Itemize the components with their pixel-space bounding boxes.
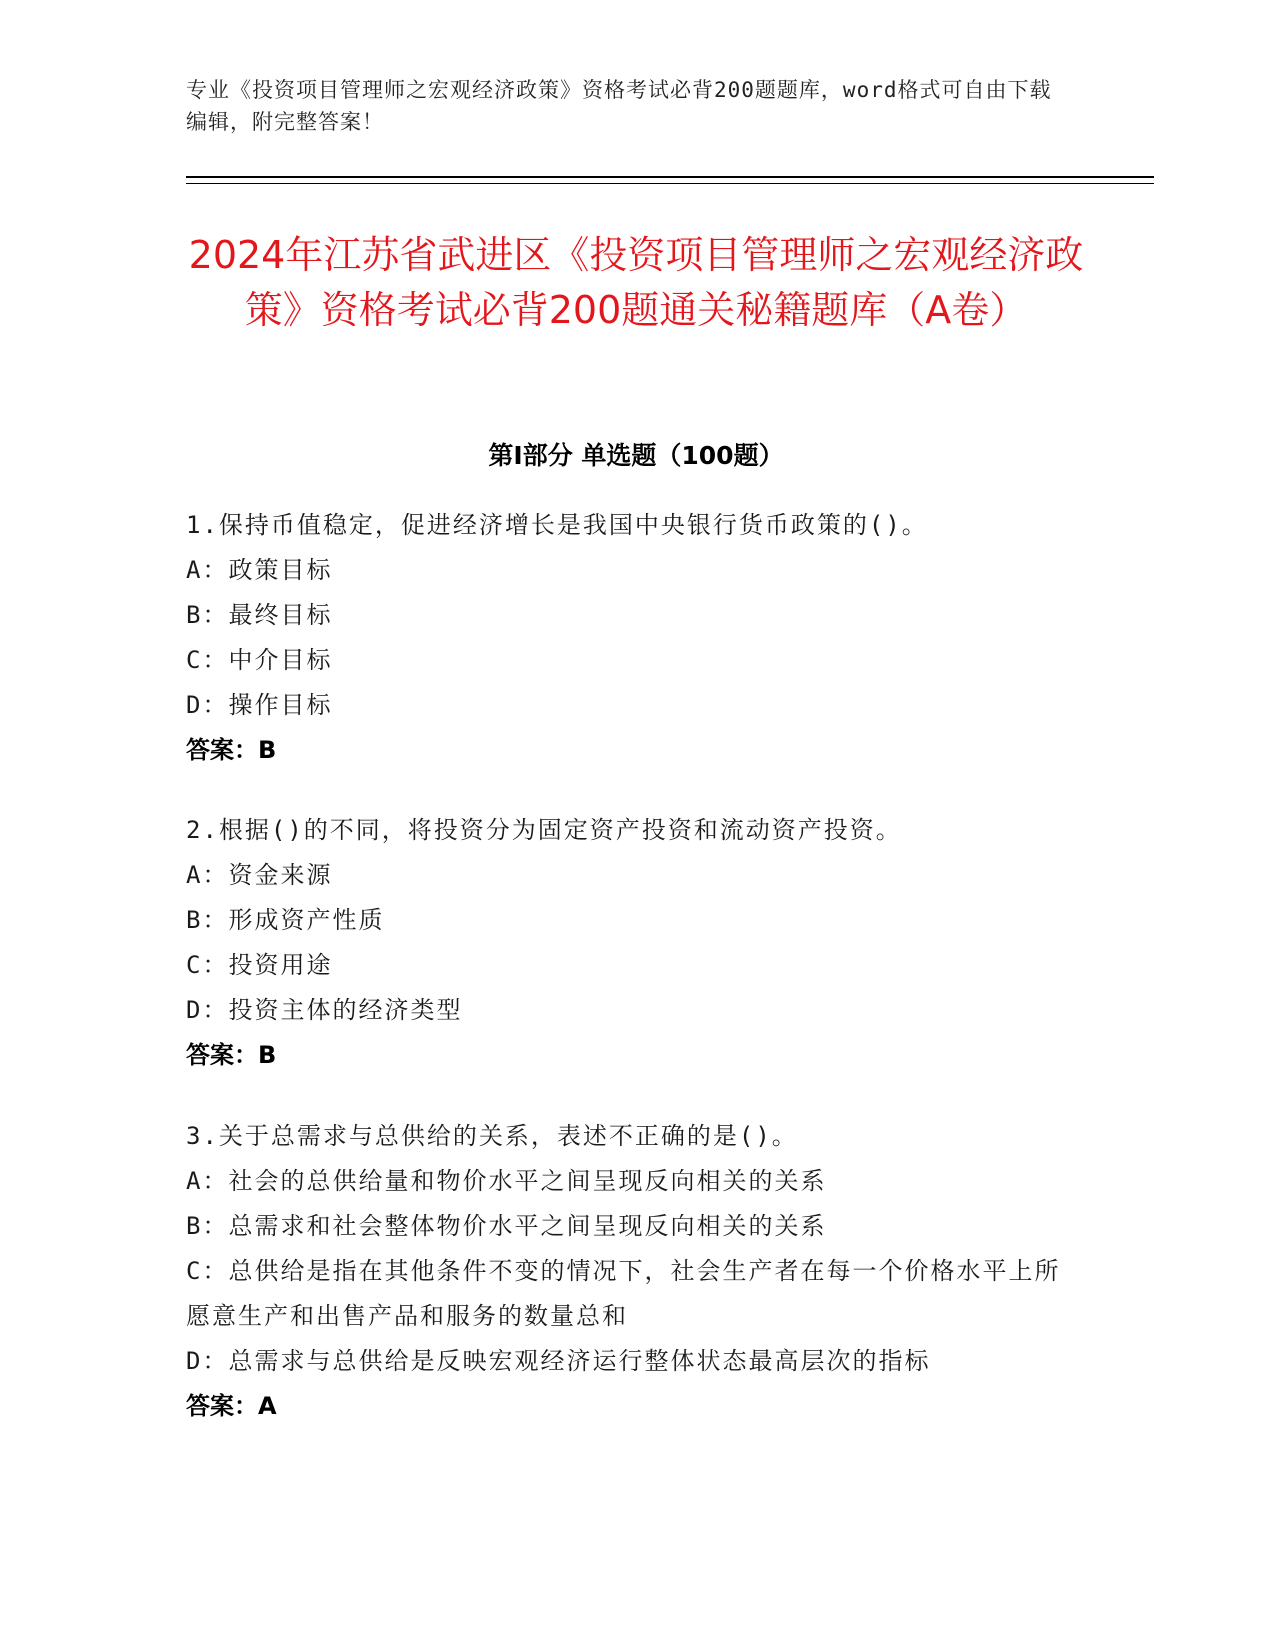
answer: 答案：B [186,736,277,764]
option-b: B：最终目标 [186,601,333,629]
option-c: C：投资用途 [186,951,333,979]
option-c: C：中介目标 [186,646,333,674]
header-divider-thin [186,183,1154,184]
option-d: D：投资主体的经济类型 [186,996,463,1024]
question-stem: 2.根据()的不同，将投资分为固定资产投资和流动资产投资。 [186,816,902,844]
option-b: B：形成资产性质 [186,906,385,934]
option-d: D：操作目标 [186,691,333,719]
option-a: A：资金来源 [186,861,333,889]
question-3 [186,1114,1066,1429]
document-title: 2024年江苏省武进区《投资项目管理师之宏观经济政策》资格考试必背200题通关秘籍题库（A卷） [188,233,1084,332]
question-1 [186,503,1066,773]
answer: 答案：A [186,1392,277,1420]
header-divider-thick [186,176,1154,178]
answer: 答案：B [186,1041,277,1069]
option-a: A：政策目标 [186,556,333,584]
option-b: B：总需求和社会整体物价水平之间呈现反向相关的关系 [186,1212,827,1240]
question-2 [186,808,1066,1078]
question-stem: 1.保持币值稳定，促进经济增长是我国中央银行货币政策的()。 [186,511,928,539]
header-note: 专业《投资项目管理师之宏观经济政策》资格考试必背200题题库，word格式可自由下载编辑，附完整答案！ [186,78,1052,134]
option-c: C：总供给是指在其他条件不变的情况下，社会生产者在每一个价格水平上所愿意生产和出售产品和服务的数量总和 [186,1257,1061,1330]
option-a: A：社会的总供给量和物价水平之间呈现反向相关的关系 [186,1167,827,1195]
section-heading: 第Ⅰ部分 单选题（100题） [488,441,784,470]
option-d: D：总需求与总供给是反映宏观经济运行整体状态最高层次的指标 [186,1347,931,1375]
question-stem: 3.关于总需求与总供给的关系，表述不正确的是()。 [186,1122,798,1150]
